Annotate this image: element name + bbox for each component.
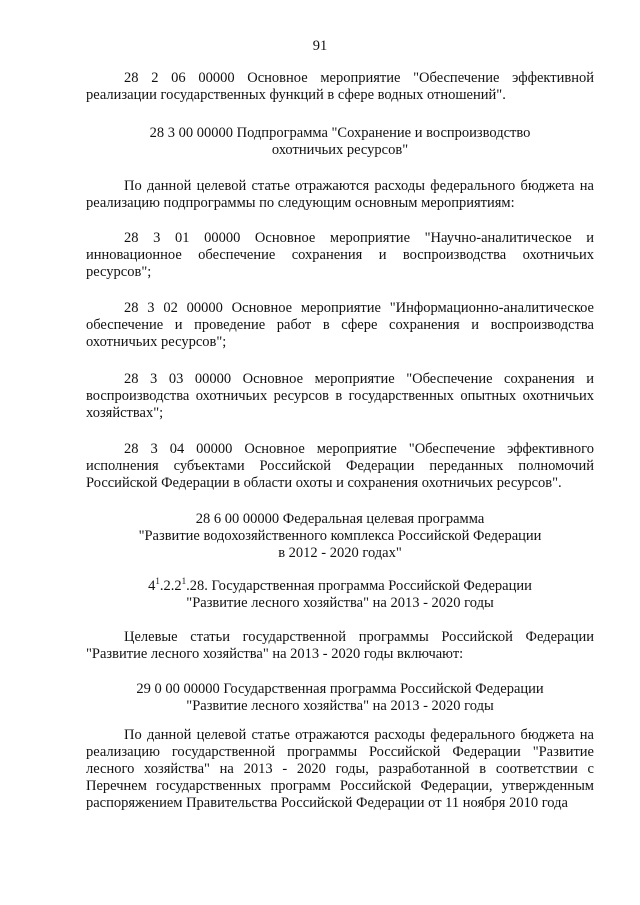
paragraph-text: 28 2 06 00000 Основное мероприятие "Обеспечение эффективной реализации государственных функций в сфере водных отношений". xyxy=(86,70,594,103)
paragraph-28-3-04 xyxy=(86,441,594,492)
page-number: 91 xyxy=(312,38,328,54)
paragraph-subprogram-intro xyxy=(86,178,594,212)
section-number-superscript: 1 xyxy=(181,576,187,586)
heading-federal-program-28-6 xyxy=(86,511,594,562)
heading-subprogram-28-3 xyxy=(86,125,594,159)
paragraph-28-2-06 xyxy=(86,70,594,104)
heading-line-2: "Развитие лесного хозяйства" на 2013 - 2020 годы xyxy=(186,698,494,714)
section-number-mid: .2.2 xyxy=(159,578,182,594)
paragraph-state-program-expenses xyxy=(86,727,594,812)
heading-line-1: 29 0 00 00000 Государственная программа Российской Федерации xyxy=(136,681,544,697)
heading-line-1 xyxy=(86,578,594,595)
heading-line-1: 28 3 00 00000 Подпрограмма "Сохранение и воспроизводство xyxy=(149,125,531,141)
section-number-base: 4 xyxy=(148,578,156,594)
section-heading-text: .28. Государственная программа Российской Федерации xyxy=(186,578,532,594)
paragraph-text: 28 3 01 00000 Основное мероприятие "Научно-аналитическое и инновационное обеспечение сохранения и воспроизводства охотничьих ресурсов"; xyxy=(86,230,594,280)
paragraph-28-3-02 xyxy=(86,300,594,351)
heading-line-3: в 2012 - 2020 годах" xyxy=(278,545,402,561)
paragraph-28-3-01 xyxy=(86,230,594,281)
paragraph-text: 28 3 02 00000 Основное мероприятие "Информационно-аналитическое обеспечение и проведение работ в сфере сохранения и воспроизводства охотничьих ресурсов"; xyxy=(86,300,594,350)
paragraph-text: По данной целевой статье отражаются расходы федерального бюджета на реализацию государственной программы Российской Федерации "Развитие лесного хозяйства" на 2013 - 2020 годы, разработанной в соответствии с Перечнем государственных программ Российской Федерации, утвержденным распоряжением Правительства Российской Федерации от 11 ноября 2010 года xyxy=(86,727,594,811)
paragraph-text: Целевые статьи государственной программы Российской Федерации "Развитие лесного хозяйства" на 2013 - 2020 годы включают: xyxy=(86,629,594,662)
paragraph-text: 28 3 04 00000 Основное мероприятие "Обеспечение эффективного исполнения субъектами Российской Федерации переданных полномочий Российской Федерации в области охоты и сохранения охотничьих ресурсов". xyxy=(86,441,594,491)
heading-line-2: "Развитие водохозяйственного комплекса Российской Федерации xyxy=(138,528,542,544)
section-number-superscript: 1 xyxy=(155,576,160,586)
paragraph-28-3-03 xyxy=(86,371,594,422)
paragraph-target-articles xyxy=(86,629,594,663)
paragraph-text: По данной целевой статье отражаются расходы федерального бюджета на реализацию подпрограммы по следующим основным мероприятиям: xyxy=(86,178,594,211)
paragraph-text: 28 3 03 00000 Основное мероприятие "Обеспечение сохранения и воспроизводства охотничьих ресурсов в государственных опытных охотничьих хозяйствах"; xyxy=(86,371,594,421)
heading-line-2: "Развитие лесного хозяйства" на 2013 - 2020 годы xyxy=(186,595,494,611)
heading-line-2: охотничьих ресурсов" xyxy=(271,142,409,158)
heading-section-4-1-2-2-1-28 xyxy=(86,578,594,612)
heading-state-program-29 xyxy=(86,681,594,715)
heading-line-1: 28 6 00 00000 Федеральная целевая программа xyxy=(195,511,485,527)
